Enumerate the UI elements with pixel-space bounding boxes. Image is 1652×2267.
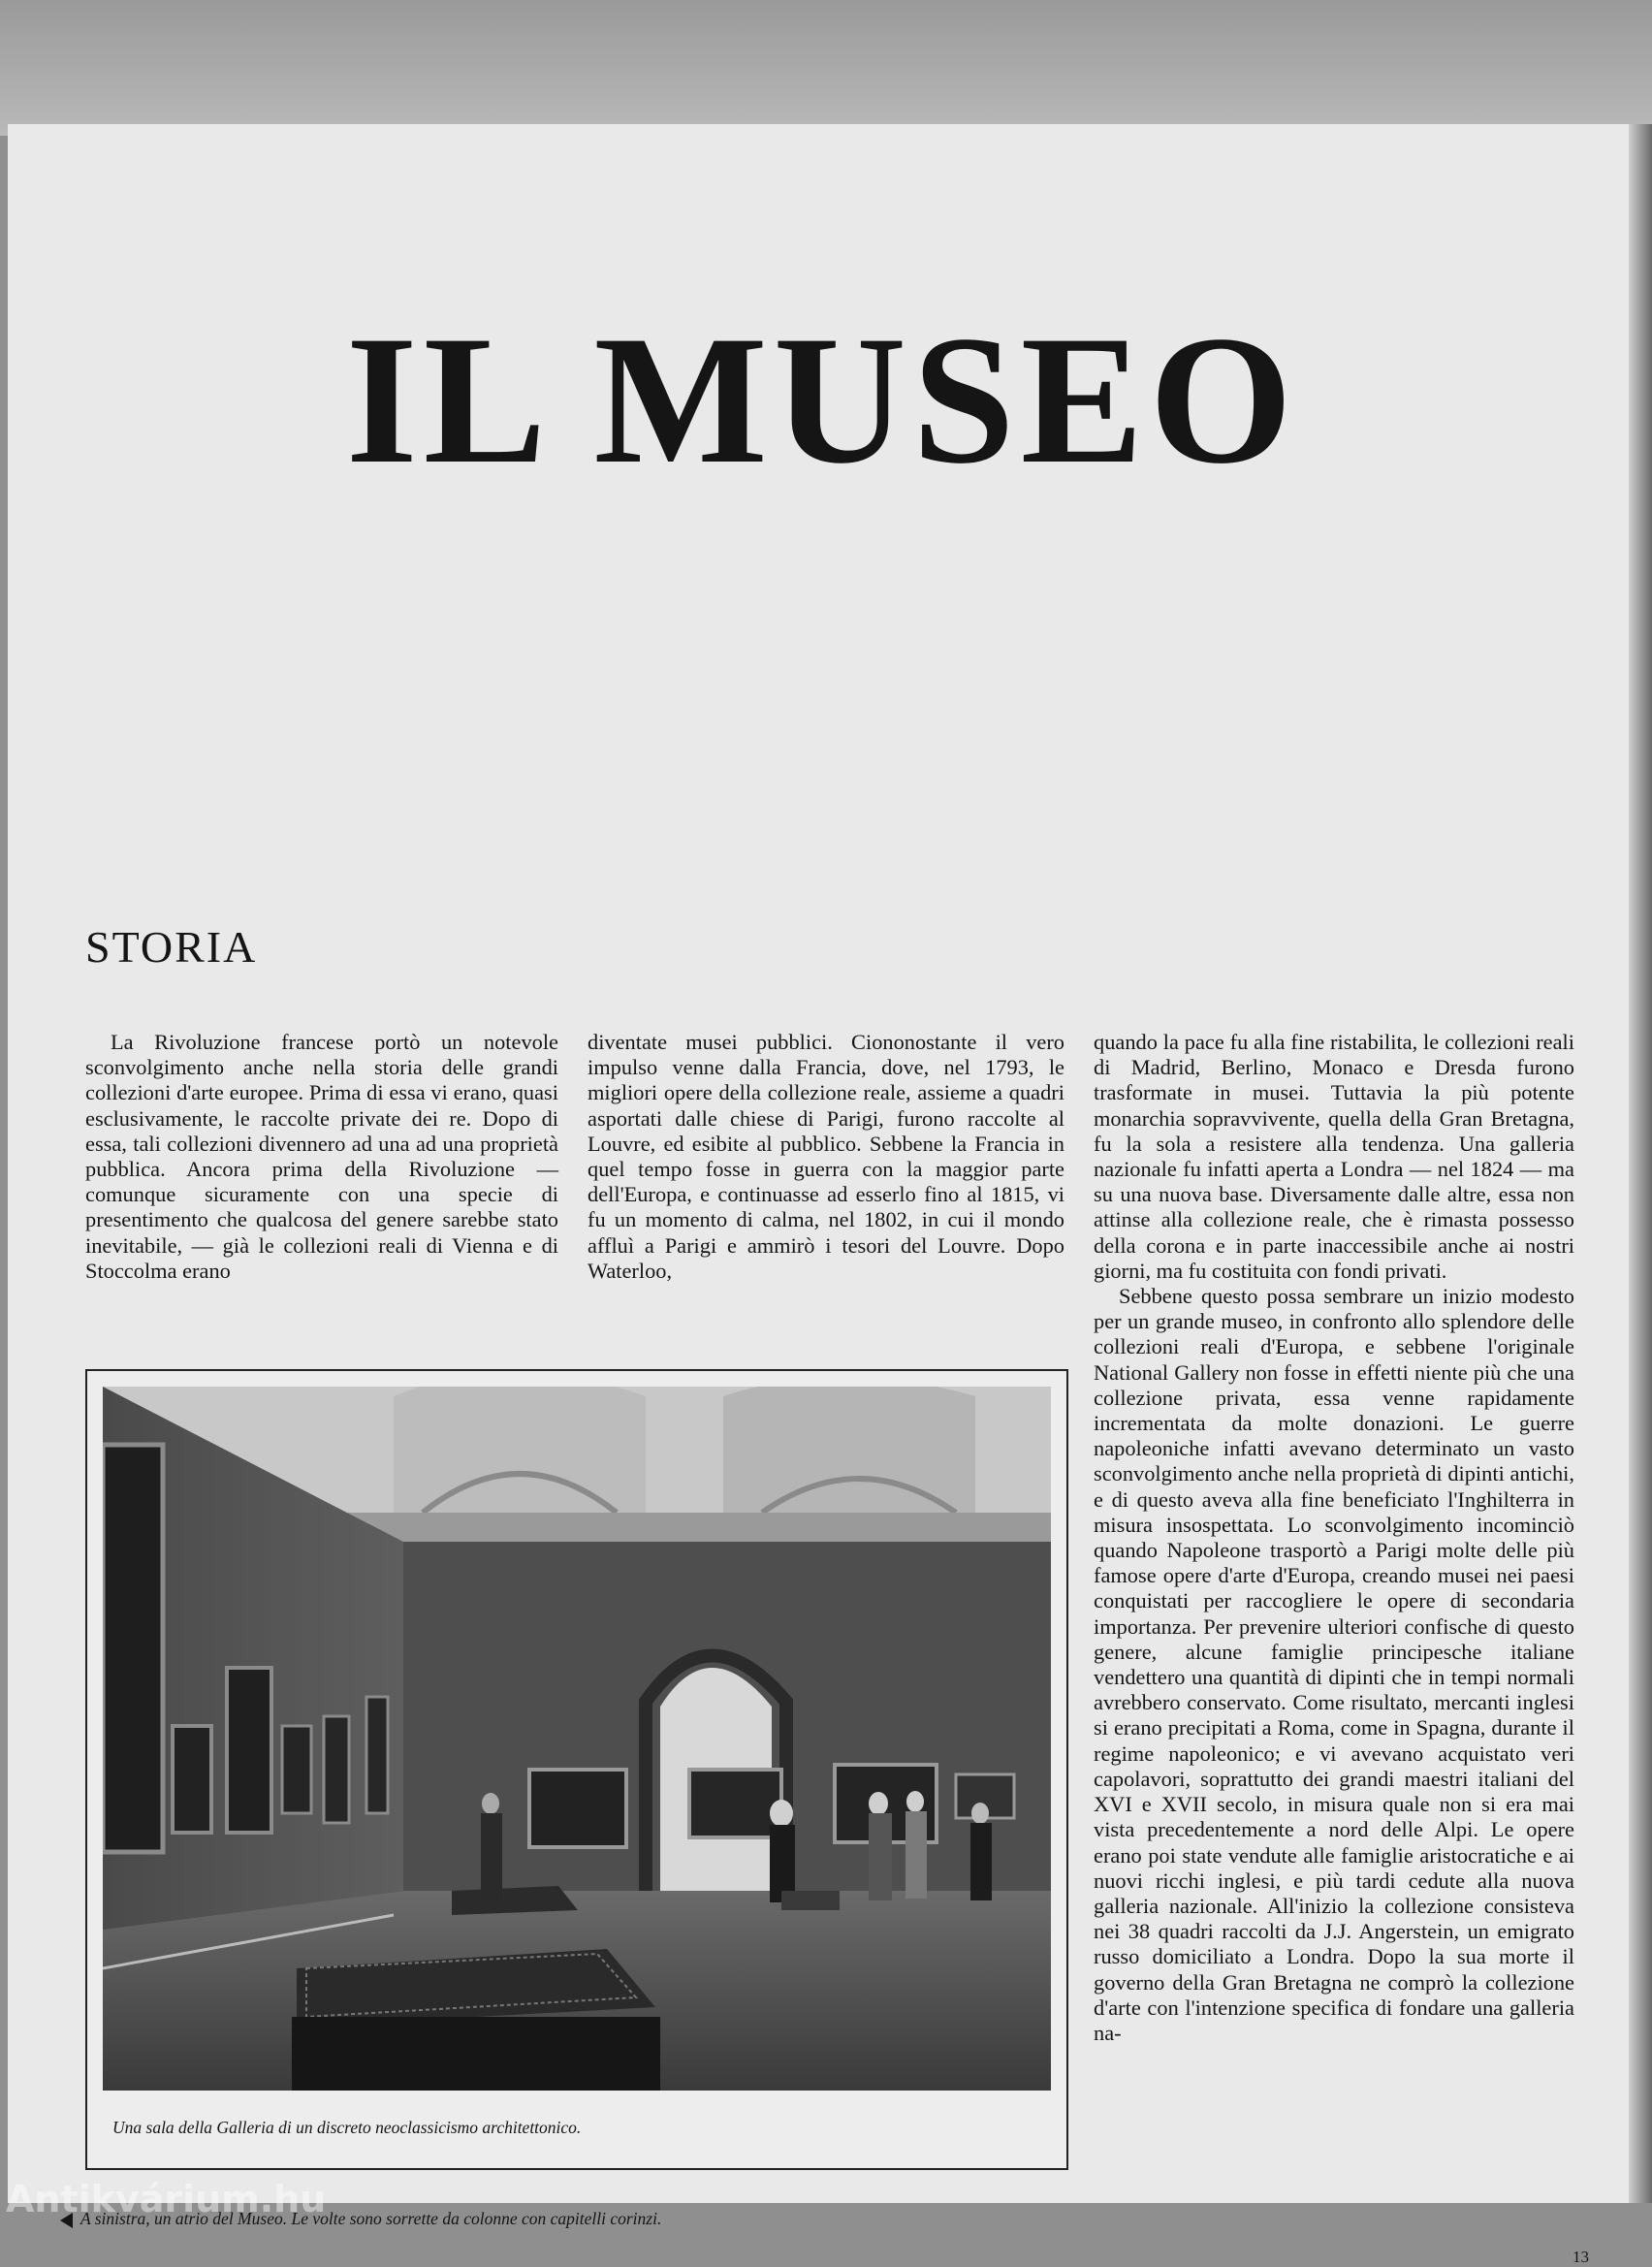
- gallery-photo: [103, 1387, 1051, 2091]
- watermark: Antikvárium.hu: [6, 2178, 327, 2220]
- background: [0, 0, 1652, 136]
- figure: [85, 1369, 1068, 2170]
- paragraph: diventate musei pubblici. Ciononostante il vero impulso venne dalla Francia, dove, nel 1793, le migliori opere della collezione reale, assieme a quadri asportati dalle chiese di Parigi, furono raccolte al Louvre, ed esibite al pubblico. Sebbene la Francia in quel tempo fosse in guerra con la maggior parte dell'Europa, e continuasse ad esserlo fino al 1815, vi fu un momento di calma, nel 1802, in cui il mondo affluì a Parigi e ammirò i tesori del Louvre. Dopo Waterloo,: [588, 1030, 1064, 1283]
- text-column-3: [1094, 1030, 1574, 2046]
- text-column-1: [85, 1030, 558, 1284]
- page-title: IL MUSEO: [345, 299, 1299, 502]
- gallery-photo-icon: [103, 1387, 1051, 2091]
- section-title: STORIA: [85, 922, 258, 972]
- text-column-2: [588, 1030, 1064, 1284]
- side-caption-text: A sinistra, un atrio del Museo. Le volte sono sorrette da colonne con capitelli corinzi.: [80, 2209, 662, 2228]
- figure-caption: Una sala della Galleria di un discreto neoclassicismo architettonico.: [112, 2118, 582, 2137]
- paragraph: quando la pace fu alla fine ristabilita, le collezioni reali di Madrid, Berlino, Monaco e Dresda furono trasformate in musei. Tuttavia la più potente monarchia sopravvivente, quella della Gran Bretagna, fu la sola a resistere alla tendenza. Una galleria nazionale fu infatti aperta a Londra — nel 1824 — ma su una nuova base. Diversamente dalle altre, essa non attinse alla collezione reale, che è rimasta possesso della corona e in parte inaccessibile anche ai nostri giorni, ma fu costituita con fondi privati.: [1094, 1030, 1574, 1283]
- page-edge: [1629, 124, 1652, 2203]
- page-number: 13: [1573, 2248, 1589, 2266]
- book-page: [8, 124, 1636, 2266]
- paragraph: Sebbene questo possa sembrare un inizio modesto per un grande museo, in confronto allo splendore delle collezioni reali d'Europa, e sebbene l'originale National Gallery non fosse in effetti niente più che una collezione privata, essa venne rapidamente incrementata da molte donazioni. Le guerre napoleoniche infatti avevano determinato un vasto sconvolgimento anche nella proprietà di dipinti antichi, e di questo aveva alla fine beneficiato l'Inghilterra in misura insospettata. Lo sconvolgimento incominciò quando Napoleone trasportò a Parigi molte delle più famose opere d'arte d'Europa, creando musei nei paesi conquistati per raccogliere le opere di secondaria importanza. Per prevenire ulteriori confische di questo genere, alcune famiglie principesche italiane vendettero una quantità di dipinti che in tempi normali avrebbero conservato. Come risultato, mercanti inglesi si erano precipitati a Roma, come in Spagna, durante il regime napoleonico; e vi avevano acquistato veri capolavori, soprattutto dei grandi maestri italiani del XVI e XVII secolo, in misura quale non si era mai vista precedentemente a nord delle Alpi. Le opere erano poi state vendute alle famiglie aristocratiche e ai nuovi ricchi inglesi, e più tardi cedute alla nuova galleria nazionale. All'inizio la collezione consisteva nei 38 quadri raccolti da J.J. Angerstein, un emigrato russo domiciliato a Londra. Dopo la sua morte il governo della Gran Bretagna ne comprò la collezione d'arte con l'intenzione specifica di fondare una galleria na-: [1094, 1284, 1574, 2045]
- paragraph: La Rivoluzione francese portò un notevole sconvolgimento anche nella storia delle grandi collezioni d'arte europee. Prima di essa vi erano, quasi esclusivamente, le raccolte private dei re. Dopo di essa, tali collezioni divennero ad una ad una proprietà pubblica. Ancora prima della Rivoluzione — comunque sicuramente con una specie di presentimento che qualcosa del genere sarebbe stato inevitabile, — già le collezioni reali di Vienna e di Stoccolma erano: [85, 1030, 558, 1283]
